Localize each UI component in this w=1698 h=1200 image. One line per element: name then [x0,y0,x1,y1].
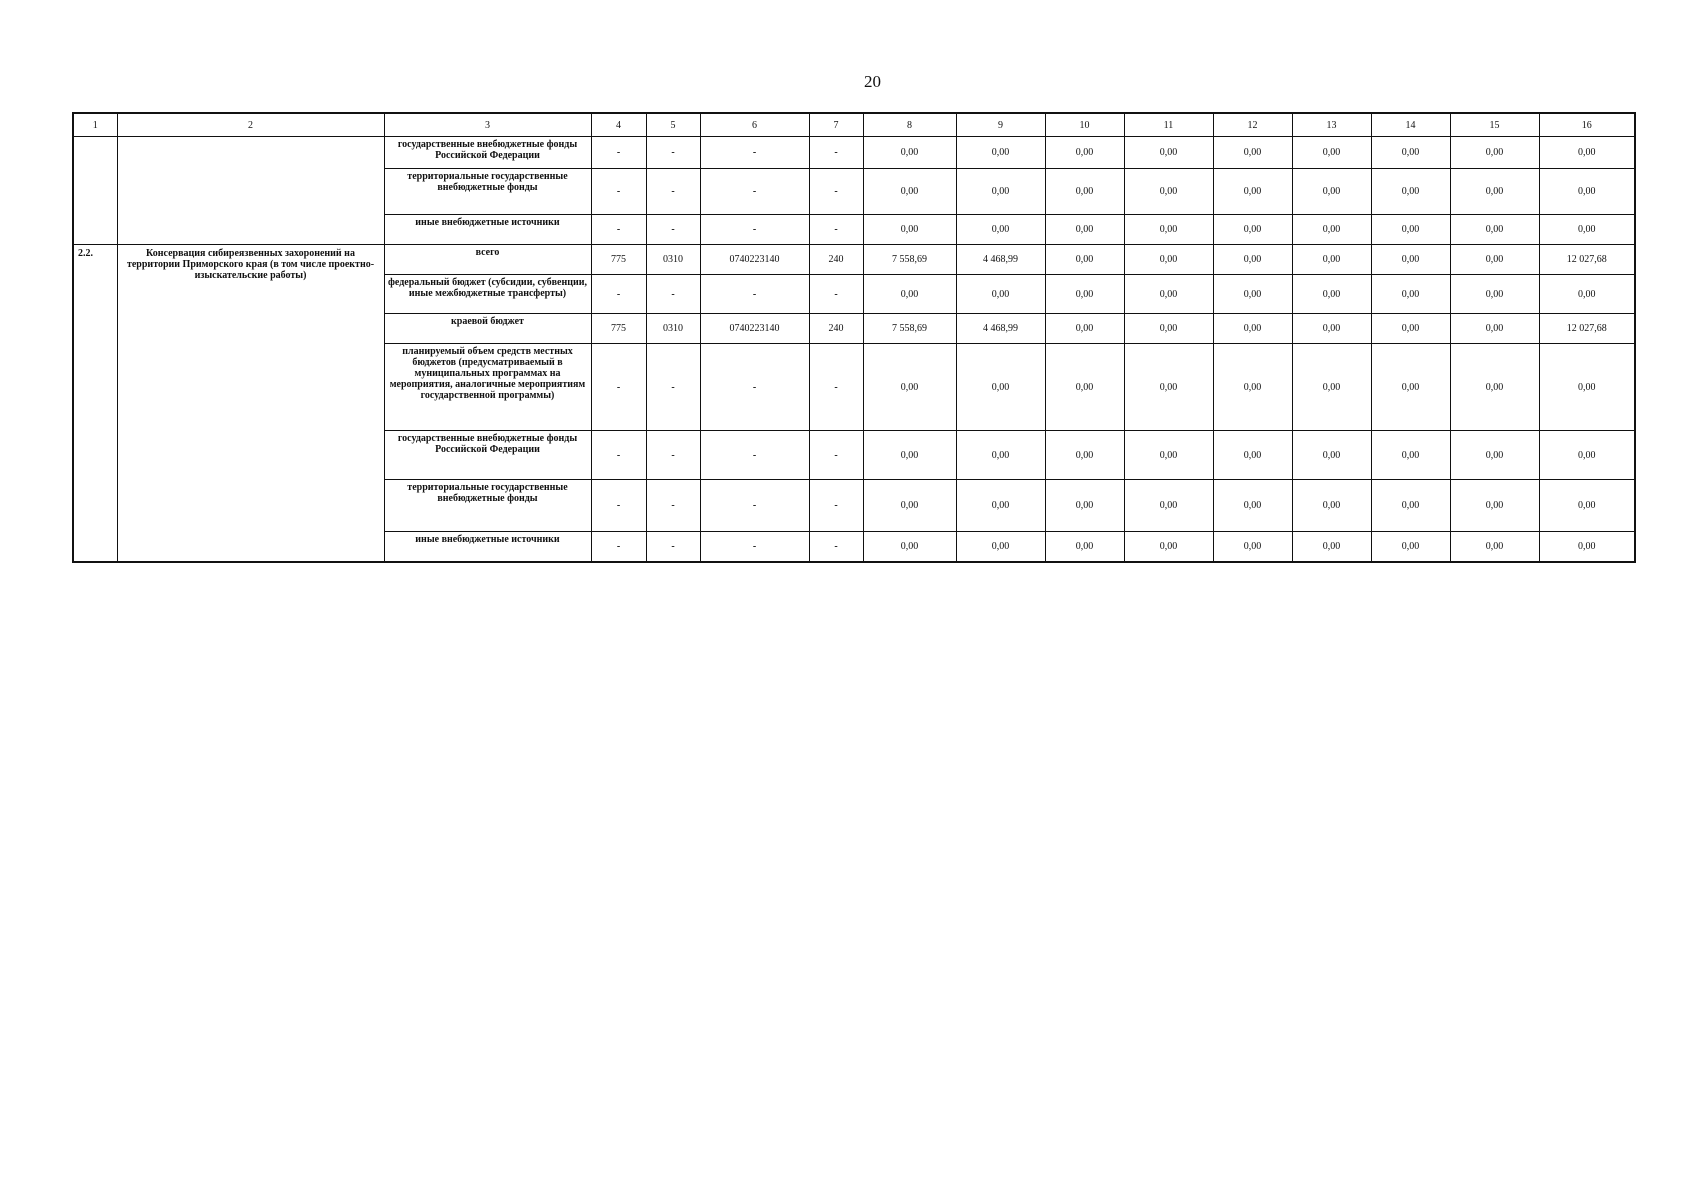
value-cell: 0,00 [1450,275,1539,314]
value-cell: 0,00 [1450,169,1539,215]
value-cell: 0,00 [863,169,956,215]
code-cell: 240 [809,245,863,275]
value-cell: 0,00 [1045,344,1124,431]
funding-source-label: краевой бюджет [384,314,591,344]
value-cell: 0,00 [1124,275,1213,314]
value-cell: 4 468,99 [956,245,1045,275]
section-title [117,137,384,245]
value-cell: 0,00 [1371,275,1450,314]
header-cell: 4 [591,113,646,137]
header-cell: 8 [863,113,956,137]
code-cell: 0740223140 [700,245,809,275]
code-cell: - [591,137,646,169]
code-cell: - [700,275,809,314]
header-cell: 2 [117,113,384,137]
code-cell: - [809,344,863,431]
value-cell: 0,00 [1124,245,1213,275]
budget-table [72,112,1636,563]
value-cell: 0,00 [1045,245,1124,275]
value-cell: 0,00 [956,169,1045,215]
value-cell: 0,00 [1371,431,1450,480]
code-cell: 240 [809,314,863,344]
value-cell: 0,00 [1371,215,1450,245]
value-cell: 0,00 [1371,137,1450,169]
code-cell: - [646,137,700,169]
code-cell: - [591,480,646,532]
code-cell: - [809,431,863,480]
code-cell: - [591,344,646,431]
code-cell: - [646,431,700,480]
value-cell: 0,00 [1213,215,1292,245]
value-cell: 4 468,99 [956,314,1045,344]
code-cell: - [809,169,863,215]
value-cell: 0,00 [1539,344,1635,431]
code-cell: - [700,169,809,215]
code-cell: - [809,275,863,314]
value-cell: 0,00 [1045,137,1124,169]
value-cell: 0,00 [1371,480,1450,532]
value-cell: 0,00 [956,431,1045,480]
value-cell: 0,00 [1539,275,1635,314]
value-cell: 0,00 [1292,275,1371,314]
funding-source-label: государственные внебюджетные фонды Российской Федерации [384,431,591,480]
value-cell: 0,00 [1292,344,1371,431]
code-cell: 0740223140 [700,314,809,344]
value-cell: 0,00 [1292,137,1371,169]
value-cell: 0,00 [1292,169,1371,215]
header-row [73,113,1635,137]
code-cell: - [809,532,863,562]
header-cell: 9 [956,113,1045,137]
value-cell: 0,00 [1213,245,1292,275]
funding-source-label: иные внебюджетные источники [384,215,591,245]
value-cell: 0,00 [863,532,956,562]
value-cell: 0,00 [1539,431,1635,480]
value-cell: 0,00 [863,431,956,480]
funding-source-label: иные внебюджетные источники [384,532,591,562]
code-cell: - [646,344,700,431]
value-cell: 0,00 [1045,431,1124,480]
header-cell: 13 [1292,113,1371,137]
value-cell: 0,00 [1045,314,1124,344]
header-cell: 12 [1213,113,1292,137]
funding-source-label: планируемый объем средств местных бюджетов (предусматриваемый в муниципальных программах на мероприятия, аналогичные мероприятиям государственной программы) [384,344,591,431]
value-cell: 12 027,68 [1539,314,1635,344]
code-cell: - [591,169,646,215]
section-number [73,137,117,245]
code-cell: - [809,137,863,169]
value-cell: 0,00 [1539,169,1635,215]
value-cell: 0,00 [1124,137,1213,169]
value-cell: 0,00 [956,275,1045,314]
value-cell: 0,00 [1213,275,1292,314]
code-cell: - [700,532,809,562]
value-cell: 0,00 [1450,431,1539,480]
header-cell: 11 [1124,113,1213,137]
value-cell: 0,00 [1450,245,1539,275]
value-cell: 0,00 [1539,137,1635,169]
code-cell: - [809,480,863,532]
value-cell: 0,00 [1213,137,1292,169]
value-cell: 0,00 [863,275,956,314]
value-cell: 0,00 [1371,169,1450,215]
value-cell: 0,00 [1045,215,1124,245]
value-cell: 0,00 [1539,532,1635,562]
value-cell: 0,00 [1045,275,1124,314]
funding-source-label: территориальные государственные внебюджетные фонды [384,480,591,532]
code-cell: 0310 [646,314,700,344]
value-cell: 7 558,69 [863,314,956,344]
value-cell: 0,00 [1213,314,1292,344]
code-cell: - [646,480,700,532]
header-cell: 3 [384,113,591,137]
value-cell: 0,00 [1371,532,1450,562]
value-cell: 0,00 [1292,532,1371,562]
value-cell: 0,00 [1292,480,1371,532]
value-cell: 0,00 [863,137,956,169]
value-cell: 0,00 [1124,532,1213,562]
code-cell: - [700,344,809,431]
value-cell: 0,00 [863,344,956,431]
funding-source-label: территориальные государственные внебюджетные фонды [384,169,591,215]
value-cell: 0,00 [956,137,1045,169]
value-cell: 0,00 [863,215,956,245]
value-cell: 0,00 [1450,480,1539,532]
table-row [73,245,1635,275]
header-cell: 7 [809,113,863,137]
code-cell: - [646,532,700,562]
code-cell: 775 [591,245,646,275]
value-cell: 0,00 [1539,480,1635,532]
value-cell: 0,00 [1124,314,1213,344]
value-cell: 0,00 [1124,169,1213,215]
value-cell: 0,00 [1450,215,1539,245]
value-cell: 0,00 [1213,431,1292,480]
code-cell: 775 [591,314,646,344]
value-cell: 0,00 [1450,314,1539,344]
code-cell: - [591,532,646,562]
code-cell: - [591,215,646,245]
table-row [73,137,1635,169]
value-cell: 0,00 [1450,137,1539,169]
page-number: 20 [864,72,881,91]
header-cell: 10 [1045,113,1124,137]
value-cell: 0,00 [1450,532,1539,562]
value-cell: 0,00 [1371,245,1450,275]
code-cell: - [700,137,809,169]
value-cell: 0,00 [956,532,1045,562]
value-cell: 7 558,69 [863,245,956,275]
code-cell: - [646,169,700,215]
funding-source-label: государственные внебюджетные фонды Российской Федерации [384,137,591,169]
value-cell: 0,00 [863,480,956,532]
value-cell: 0,00 [1045,169,1124,215]
header-cell: 16 [1539,113,1635,137]
header-cell: 6 [700,113,809,137]
header-cell: 1 [73,113,117,137]
value-cell: 0,00 [1371,314,1450,344]
code-cell: 0310 [646,245,700,275]
value-cell: 0,00 [1124,480,1213,532]
value-cell: 0,00 [956,480,1045,532]
code-cell: - [591,275,646,314]
value-cell: 0,00 [1213,532,1292,562]
value-cell: 0,00 [1539,215,1635,245]
code-cell: - [646,275,700,314]
value-cell: 0,00 [1045,480,1124,532]
value-cell: 0,00 [1124,431,1213,480]
value-cell: 0,00 [1045,532,1124,562]
code-cell: - [809,215,863,245]
value-cell: 0,00 [1124,215,1213,245]
funding-source-label: всего [384,245,591,275]
code-cell: - [591,431,646,480]
code-cell: - [700,480,809,532]
value-cell: 0,00 [956,344,1045,431]
code-cell: - [646,215,700,245]
section-title: Консервация сибиреязвенных захоронений на территории Приморского края (в том числе проектно-изыскательские работы) [117,245,384,562]
header-cell: 5 [646,113,700,137]
value-cell: 0,00 [1213,480,1292,532]
value-cell: 0,00 [1292,245,1371,275]
header-cell: 15 [1450,113,1539,137]
value-cell: 0,00 [1450,344,1539,431]
value-cell: 0,00 [1292,431,1371,480]
funding-source-label: федеральный бюджет (субсидии, субвенции, иные межбюджетные трансферты) [384,275,591,314]
code-cell: - [700,215,809,245]
value-cell: 0,00 [1292,215,1371,245]
value-cell: 0,00 [1213,344,1292,431]
value-cell: 12 027,68 [1539,245,1635,275]
value-cell: 0,00 [1124,344,1213,431]
value-cell: 0,00 [1371,344,1450,431]
value-cell: 0,00 [1213,169,1292,215]
value-cell: 0,00 [956,215,1045,245]
code-cell: - [700,431,809,480]
header-cell: 14 [1371,113,1450,137]
section-number: 2.2. [73,245,117,562]
value-cell: 0,00 [1292,314,1371,344]
